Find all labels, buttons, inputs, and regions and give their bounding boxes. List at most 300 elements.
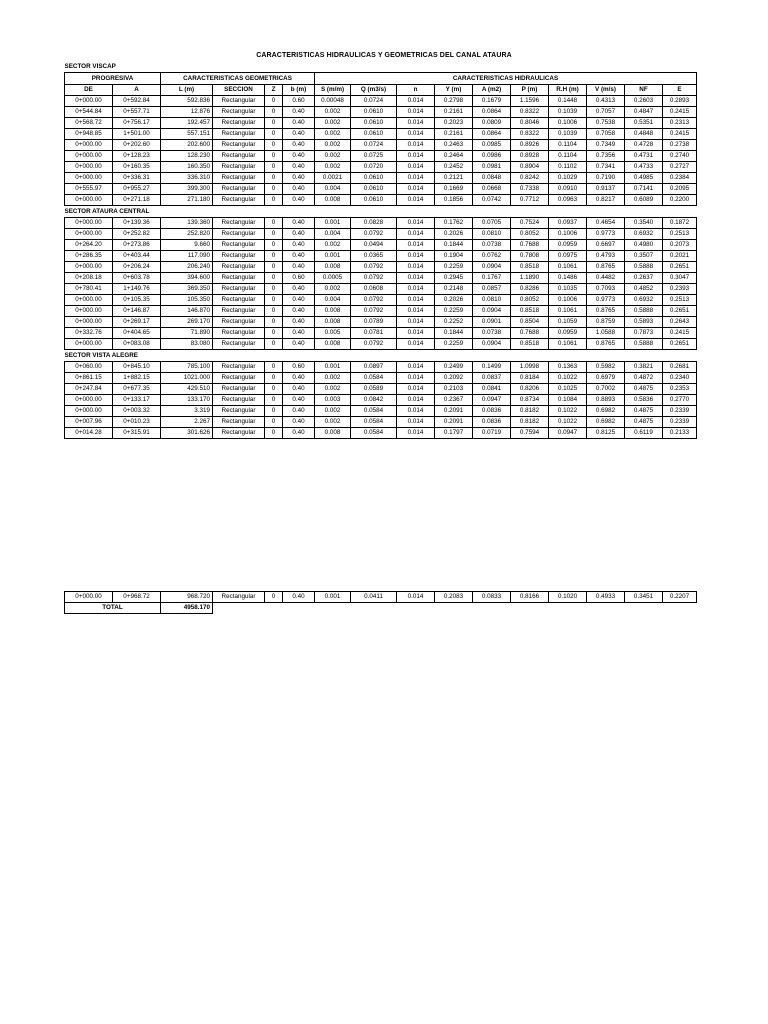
- table-cell: 83.080: [161, 339, 213, 350]
- table-cell: 0.8182: [511, 417, 549, 428]
- table-cell: 0: [265, 218, 283, 229]
- table-cell: 0.6982: [587, 417, 625, 428]
- table-cell: 0.0836: [473, 417, 511, 428]
- table-cell: 0.8206: [511, 384, 549, 395]
- table-row: [65, 218, 697, 229]
- table-cell: 0+000.00: [65, 218, 113, 229]
- table-cell: 0.0981: [473, 162, 511, 173]
- table-cell: 0.0837: [473, 373, 511, 384]
- table-cell: 0.014: [397, 173, 435, 184]
- table-cell: 0.014: [397, 251, 435, 262]
- table-cell: 192.457: [161, 118, 213, 129]
- table-cell: 0.40: [283, 140, 315, 151]
- table-cell: 0.0809: [473, 118, 511, 129]
- table-cell: Rectangular: [213, 317, 265, 328]
- table-row: [65, 295, 697, 306]
- table-cell: 0.2393: [663, 284, 697, 295]
- table-cell: 0.0792: [351, 306, 397, 317]
- table-cell: 0.0742: [473, 195, 511, 206]
- table-cell: 0.0021: [315, 173, 351, 184]
- table-cell: 0+780.41: [65, 284, 113, 295]
- column-header: Q (m3/s): [351, 85, 397, 96]
- table-cell: 0.002: [315, 129, 351, 140]
- table-cell: 0.0836: [473, 406, 511, 417]
- table-cell: 1+149.76: [113, 284, 161, 295]
- table-cell: 0.2252: [435, 317, 473, 328]
- table-cell: 0: [265, 284, 283, 295]
- table-cell: 2.267: [161, 417, 213, 428]
- table-cell: 0.2651: [663, 339, 697, 350]
- table-cell: 0+544.84: [65, 107, 113, 118]
- table-cell: 0.40: [283, 162, 315, 173]
- table-cell: 0.4728: [625, 140, 663, 151]
- table-cell: 0.2023: [435, 118, 473, 129]
- table-cell: 0.40: [283, 284, 315, 295]
- table-cell: 0.40: [283, 184, 315, 195]
- table-cell: 0.0842: [351, 395, 397, 406]
- table-row: [65, 96, 697, 107]
- table-cell: 0.2452: [435, 162, 473, 173]
- table-row: [65, 395, 697, 406]
- table-cell: 0: [265, 306, 283, 317]
- table-cell: 0.0848: [473, 173, 511, 184]
- table-cell: 0.8504: [511, 317, 549, 328]
- table-cell: 0.0584: [351, 417, 397, 428]
- table-cell: 0.0810: [473, 295, 511, 306]
- group-progresiva: PROGRESIVA: [65, 73, 161, 85]
- table-cell: 0.8893: [587, 395, 625, 406]
- table-cell: 0.2021: [663, 251, 697, 262]
- table-cell: Rectangular: [213, 262, 265, 273]
- table-cell: 0.1797: [435, 428, 473, 439]
- table-cell: 0: [265, 140, 283, 151]
- table-cell: 0: [265, 262, 283, 273]
- table-cell: 1021.000: [161, 373, 213, 384]
- table-cell: 0.014: [397, 417, 435, 428]
- table-cell: 0.1844: [435, 240, 473, 251]
- table-cell: Rectangular: [213, 229, 265, 240]
- table-cell: 0.40: [283, 328, 315, 339]
- table-cell: Rectangular: [213, 417, 265, 428]
- table-cell: 429.510: [161, 384, 213, 395]
- table-cell: 0: [265, 384, 283, 395]
- table-cell: 0.7058: [587, 129, 625, 140]
- table-cell: 0+968.72: [113, 592, 161, 603]
- table-row: [65, 151, 697, 162]
- table-cell: 301.626: [161, 428, 213, 439]
- table-cell: 0+269.17: [113, 317, 161, 328]
- table-cell: 0.2464: [435, 151, 473, 162]
- table-cell: 0.2651: [663, 306, 697, 317]
- table-cell: 0.8322: [511, 107, 549, 118]
- total-row: [65, 603, 697, 614]
- table-cell: 0.014: [397, 96, 435, 107]
- table-cell: 0.8926: [511, 140, 549, 151]
- table-cell: 0+273.86: [113, 240, 161, 251]
- table-cell: 0.2738: [663, 140, 697, 151]
- table-cell: 0.40: [283, 317, 315, 328]
- table-cell: 0.5888: [625, 339, 663, 350]
- table-cell: 71.890: [161, 328, 213, 339]
- table-cell: 0.2026: [435, 229, 473, 240]
- table-cell: 0.014: [397, 592, 435, 603]
- table-cell: 0.8518: [511, 262, 549, 273]
- table-cell: 0.6119: [625, 428, 663, 439]
- table-cell: 0: [265, 406, 283, 417]
- table-cell: Rectangular: [213, 129, 265, 140]
- hydraulic-table: [64, 61, 697, 439]
- table-cell: 0.0810: [473, 229, 511, 240]
- table-cell: 0.8286: [511, 284, 549, 295]
- table-cell: 0.40: [283, 218, 315, 229]
- column-header: NF: [625, 85, 663, 96]
- table-cell: 0.7688: [511, 240, 549, 251]
- table-cell: 0.40: [283, 339, 315, 350]
- table-cell: 0: [265, 273, 283, 284]
- table-row: [65, 592, 697, 603]
- table-cell: 0.2945: [435, 273, 473, 284]
- table-cell: 0: [265, 118, 283, 129]
- table-cell: 0.1486: [549, 273, 587, 284]
- table-cell: 0.7349: [587, 140, 625, 151]
- table-cell: 0.2798: [435, 96, 473, 107]
- table-cell: 0+007.96: [65, 417, 113, 428]
- table-cell: 0.2353: [663, 384, 697, 395]
- table-cell: 160.350: [161, 162, 213, 173]
- table-cell: 0+000.00: [65, 229, 113, 240]
- table-cell: 0.014: [397, 362, 435, 373]
- table-cell: 0.0789: [351, 317, 397, 328]
- table-cell: 0.4852: [625, 284, 663, 295]
- table-cell: 0.40: [283, 373, 315, 384]
- sector-title: SECTOR VISTA ALEGRE: [64, 351, 138, 359]
- table-row: [65, 195, 697, 206]
- table-cell: Rectangular: [213, 395, 265, 406]
- table-cell: 0.4985: [625, 173, 663, 184]
- table-cell: Rectangular: [213, 328, 265, 339]
- table-cell: 0.4875: [625, 417, 663, 428]
- table-cell: 0.2092: [435, 373, 473, 384]
- table-row: [65, 417, 697, 428]
- table-cell: 0.0724: [351, 140, 397, 151]
- table-cell: Rectangular: [213, 118, 265, 129]
- table-cell: 0.0792: [351, 262, 397, 273]
- table-cell: 0.0828: [351, 218, 397, 229]
- table-cell: 0.2463: [435, 140, 473, 151]
- table-cell: Rectangular: [213, 362, 265, 373]
- table-cell: 0: [265, 173, 283, 184]
- table-cell: 0.2681: [663, 362, 697, 373]
- table-cell: 0.0781: [351, 328, 397, 339]
- table-cell: 0.1039: [549, 107, 587, 118]
- table-cell: 336.310: [161, 173, 213, 184]
- table-cell: 0+000.00: [65, 395, 113, 406]
- column-header: DE: [65, 85, 113, 96]
- table-cell: 0.0947: [549, 428, 587, 439]
- table-cell: 0.014: [397, 162, 435, 173]
- table-cell: 0.2091: [435, 406, 473, 417]
- table-cell: 0+000.00: [65, 339, 113, 350]
- table-cell: 0.7002: [587, 384, 625, 395]
- table-cell: 0.1499: [473, 362, 511, 373]
- table-cell: 0.2415: [663, 107, 697, 118]
- table-row: [65, 129, 697, 140]
- table-cell: 968.720: [161, 592, 213, 603]
- table-cell: 0.1022: [549, 373, 587, 384]
- table-cell: 252.820: [161, 229, 213, 240]
- table-cell: 0+139.36: [113, 218, 161, 229]
- table-cell: 0.002: [315, 140, 351, 151]
- table-cell: 785.100: [161, 362, 213, 373]
- table-cell: 0.2340: [663, 373, 697, 384]
- blank-cell: [213, 603, 697, 614]
- table-row: [65, 262, 697, 273]
- table-cell: 0.40: [283, 406, 315, 417]
- table-cell: 0.014: [397, 428, 435, 439]
- table-cell: 0.8904: [511, 162, 549, 173]
- table-cell: 0.0494: [351, 240, 397, 251]
- table-cell: Rectangular: [213, 273, 265, 284]
- table-cell: 0.6697: [587, 240, 625, 251]
- table-cell: 0.40: [283, 195, 315, 206]
- table-row: [65, 373, 697, 384]
- table-cell: 0.0901: [473, 317, 511, 328]
- table-cell: 0.014: [397, 140, 435, 151]
- table-cell: 0.014: [397, 218, 435, 229]
- table-cell: 0+000.00: [65, 140, 113, 151]
- table-cell: 0: [265, 395, 283, 406]
- table-cell: 0.014: [397, 229, 435, 240]
- table-cell: 0.1059: [549, 317, 587, 328]
- table-cell: 0.2073: [663, 240, 697, 251]
- table-cell: 0.1022: [549, 406, 587, 417]
- table-cell: 0+861.15: [65, 373, 113, 384]
- sector-title-row: [65, 206, 697, 218]
- table-row: [65, 229, 697, 240]
- table-cell: 1.0588: [587, 328, 625, 339]
- table-cell: 0.60: [283, 96, 315, 107]
- table-cell: 0: [265, 328, 283, 339]
- table-cell: Rectangular: [213, 406, 265, 417]
- table-cell: 0.6979: [587, 373, 625, 384]
- table-cell: 0.2603: [625, 96, 663, 107]
- table-cell: 592.836: [161, 96, 213, 107]
- table-cell: 0.014: [397, 129, 435, 140]
- table-cell: Rectangular: [213, 195, 265, 206]
- table-cell: 0.1061: [549, 306, 587, 317]
- table-cell: 0.60: [283, 273, 315, 284]
- table-cell: 0.8765: [587, 306, 625, 317]
- table-cell: 0.40: [283, 384, 315, 395]
- table-cell: 0.8182: [511, 406, 549, 417]
- table-cell: 117.090: [161, 251, 213, 262]
- table-cell: 0.002: [315, 406, 351, 417]
- table-cell: 0.40: [283, 118, 315, 129]
- table-cell: 0: [265, 339, 283, 350]
- table-cell: 0.4980: [625, 240, 663, 251]
- table-cell: 0: [265, 251, 283, 262]
- table-cell: 0.014: [397, 339, 435, 350]
- table-cell: 0.4793: [587, 251, 625, 262]
- table-cell: 0.1104: [549, 140, 587, 151]
- table-cell: 0.001: [315, 362, 351, 373]
- table-cell: 0.014: [397, 384, 435, 395]
- table-cell: 0.005: [315, 328, 351, 339]
- table-cell: 0+568.72: [65, 118, 113, 129]
- table-cell: 0: [265, 96, 283, 107]
- table-cell: 0.3821: [625, 362, 663, 373]
- table-cell: 0.1448: [549, 96, 587, 107]
- table-cell: 0.0610: [351, 118, 397, 129]
- table-row: [65, 251, 697, 262]
- table-cell: 1.0998: [511, 362, 549, 373]
- table-cell: 0+003.32: [113, 406, 161, 417]
- table-cell: 0.2727: [663, 162, 697, 173]
- table-cell: 146.870: [161, 306, 213, 317]
- table-cell: 0.40: [283, 428, 315, 439]
- table-cell: 0+000.00: [65, 96, 113, 107]
- table-cell: 0.1025: [549, 384, 587, 395]
- table-cell: 0.4482: [587, 273, 625, 284]
- table-cell: 0.2133: [663, 428, 697, 439]
- table-cell: 9.660: [161, 240, 213, 251]
- table-cell: 0.2200: [663, 195, 697, 206]
- table-cell: 0+286.35: [65, 251, 113, 262]
- table-cell: 0: [265, 373, 283, 384]
- table-cell: 0.0937: [549, 218, 587, 229]
- table-cell: 0.0792: [351, 273, 397, 284]
- table-cell: 0+000.00: [65, 295, 113, 306]
- column-header: Y (m): [435, 85, 473, 96]
- table-cell: 0.8518: [511, 306, 549, 317]
- table-cell: 0: [265, 129, 283, 140]
- table-cell: 0.1104: [549, 151, 587, 162]
- table-cell: 0.7057: [587, 107, 625, 118]
- table-cell: 0.7524: [511, 218, 549, 229]
- table-cell: 0.2103: [435, 384, 473, 395]
- table-cell: 0.014: [397, 151, 435, 162]
- column-header: L (m): [161, 85, 213, 96]
- table-cell: 0.4847: [625, 107, 663, 118]
- table-cell: 0.1039: [549, 129, 587, 140]
- table-cell: 0+010.23: [113, 417, 161, 428]
- table-cell: 0.0959: [549, 240, 587, 251]
- table-cell: 0.1762: [435, 218, 473, 229]
- table-cell: 0.014: [397, 295, 435, 306]
- table-cell: 0.4875: [625, 406, 663, 417]
- table-cell: 0.002: [315, 162, 351, 173]
- table-cell: 0.40: [283, 107, 315, 118]
- table-cell: 0.014: [397, 262, 435, 273]
- table-cell: 0.4654: [587, 218, 625, 229]
- table-cell: 0.014: [397, 118, 435, 129]
- table-cell: 0.1029: [549, 173, 587, 184]
- table-row: [65, 284, 697, 295]
- table-row: [65, 328, 697, 339]
- table-cell: 0.2148: [435, 284, 473, 295]
- table-cell: 0.0668: [473, 184, 511, 195]
- table-cell: 0.0864: [473, 129, 511, 140]
- table-cell: 0.40: [283, 129, 315, 140]
- table-cell: 0+000.00: [65, 151, 113, 162]
- table-cell: 0.0584: [351, 373, 397, 384]
- table-cell: 0.1856: [435, 195, 473, 206]
- table-cell: 0.0610: [351, 129, 397, 140]
- column-header: E: [663, 85, 697, 96]
- table-cell: 0.008: [315, 306, 351, 317]
- table-cell: 0+955.27: [113, 184, 161, 195]
- column-header: V (m/s): [587, 85, 625, 96]
- table-cell: 0: [265, 184, 283, 195]
- table-cell: 0.2893: [663, 96, 697, 107]
- table-cell: 0+332.76: [65, 328, 113, 339]
- table-cell: 0.8759: [587, 317, 625, 328]
- table-cell: 0+677.35: [113, 384, 161, 395]
- table-cell: 0+252.82: [113, 229, 161, 240]
- sector-title-row: [65, 61, 697, 73]
- table-cell: 0.2339: [663, 406, 697, 417]
- table-cell: 0.0738: [473, 328, 511, 339]
- table-cell: Rectangular: [213, 306, 265, 317]
- column-header: Z: [265, 85, 283, 96]
- table-cell: 0+000.00: [65, 162, 113, 173]
- table-cell: 0.014: [397, 317, 435, 328]
- table-cell: 0+271.18: [113, 195, 161, 206]
- sector-title-row: [65, 350, 697, 362]
- table-cell: 202.600: [161, 140, 213, 151]
- table-cell: 0.5836: [625, 395, 663, 406]
- table-cell: 0+206.24: [113, 262, 161, 273]
- table-cell: 0.0719: [473, 428, 511, 439]
- table-cell: 0.1061: [549, 339, 587, 350]
- table-cell: 0.008: [315, 262, 351, 273]
- table-cell: 0.2643: [663, 317, 697, 328]
- table-cell: Rectangular: [213, 240, 265, 251]
- group-geometricas: CARACTERISTICAS GEOMETRICAS: [161, 73, 315, 85]
- table-cell: 0.001: [315, 592, 351, 603]
- table-cell: 0.4733: [625, 162, 663, 173]
- table-cell: 0.4875: [625, 384, 663, 395]
- table-cell: 0+845.10: [113, 362, 161, 373]
- table-cell: Rectangular: [213, 284, 265, 295]
- table-cell: 0+000.00: [65, 195, 113, 206]
- table-row: [65, 173, 697, 184]
- table-row: [65, 162, 697, 173]
- table-cell: 0.2095: [663, 184, 697, 195]
- table-cell: 0+315.91: [113, 428, 161, 439]
- table-cell: 0.1872: [663, 218, 697, 229]
- table-cell: 0.0857: [473, 284, 511, 295]
- table-cell: 0: [265, 162, 283, 173]
- table-cell: 0.7594: [511, 428, 549, 439]
- table-cell: 0.40: [283, 395, 315, 406]
- table-cell: 0.0610: [351, 184, 397, 195]
- column-header: P (m): [511, 85, 549, 96]
- table-cell: 0.5888: [625, 262, 663, 273]
- table-cell: Rectangular: [213, 428, 265, 439]
- table-cell: 0.014: [397, 406, 435, 417]
- table-cell: 1.1890: [511, 273, 549, 284]
- table-cell: 0+060.00: [65, 362, 113, 373]
- column-header: A (m2): [473, 85, 511, 96]
- table-row: [65, 140, 697, 151]
- table-cell: 0: [265, 417, 283, 428]
- table-cell: 105.350: [161, 295, 213, 306]
- table-cell: 0.3507: [625, 251, 663, 262]
- table-cell: 0.014: [397, 107, 435, 118]
- table-cell: Rectangular: [213, 339, 265, 350]
- table-cell: 0.1084: [549, 395, 587, 406]
